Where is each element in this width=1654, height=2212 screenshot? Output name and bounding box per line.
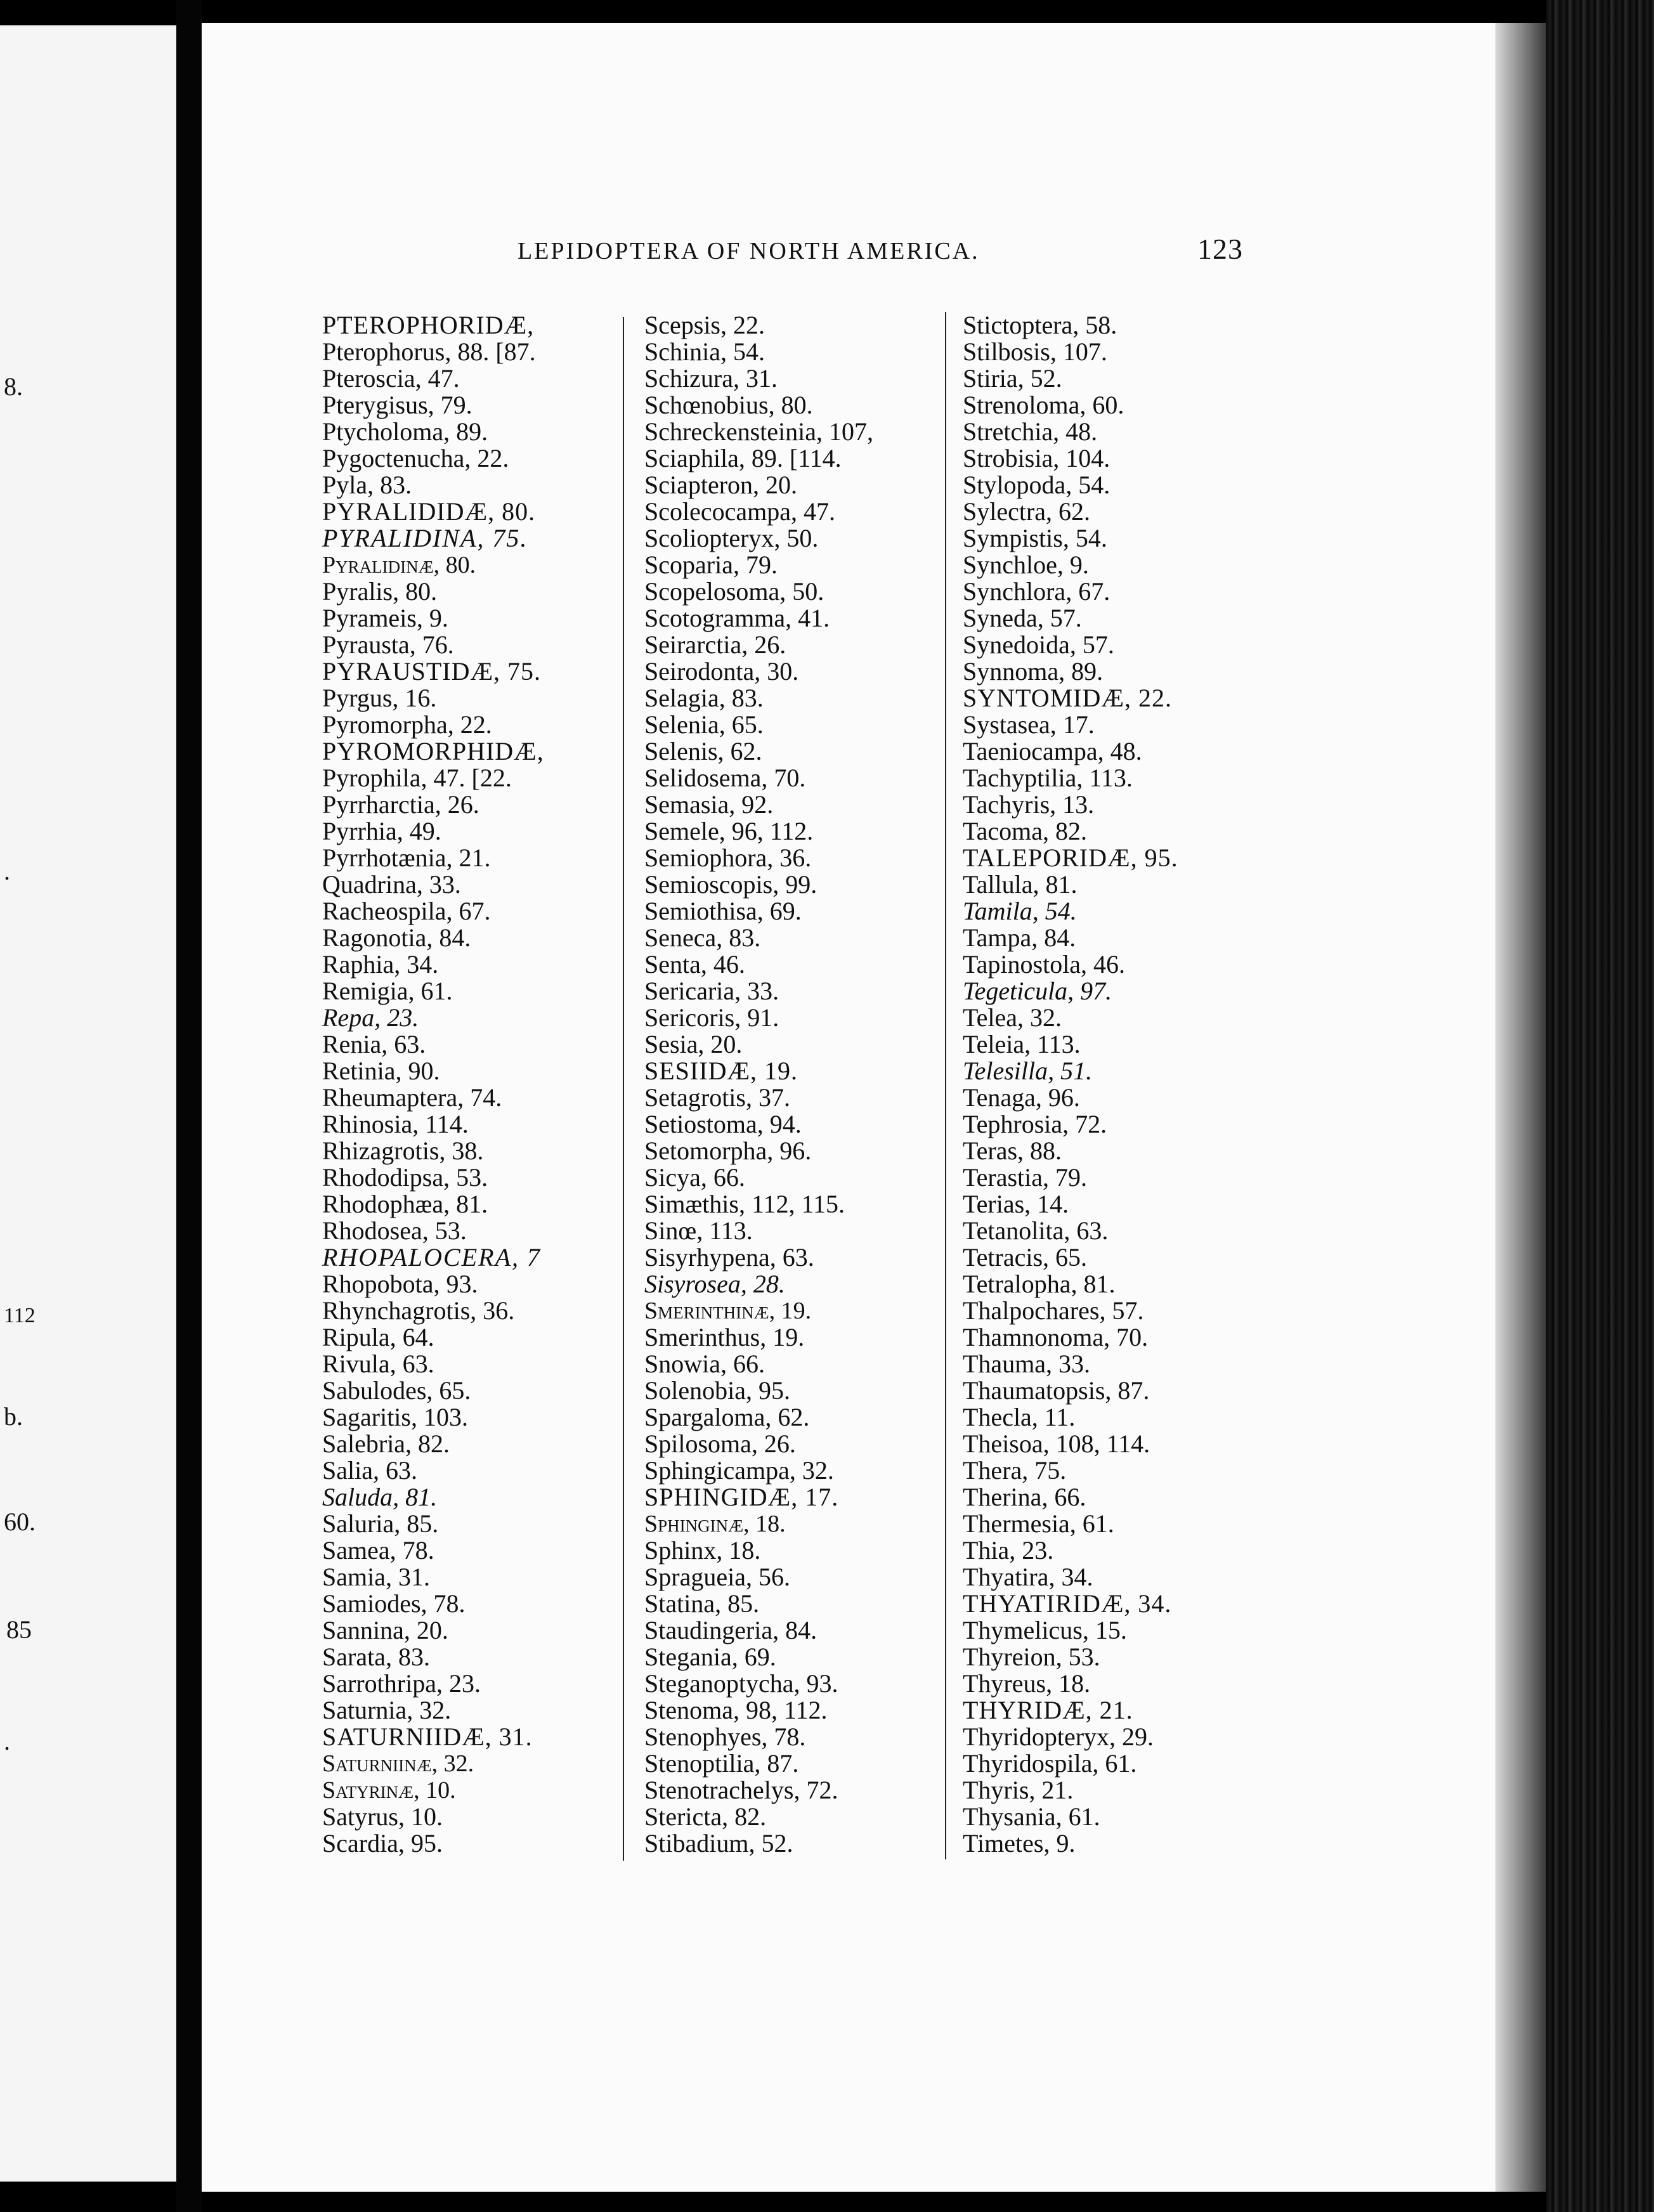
index-entry: Stiria, 52. (963, 364, 1062, 393)
index-entry: Sarata, 83. (322, 1643, 430, 1671)
index-entry: Pyrrharctia, 26. (322, 790, 479, 819)
index-entry: Pygoctenucha, 22. (322, 444, 509, 472)
index-entry: Racheospila, 67. (322, 897, 491, 925)
index-entry: Thyridospila, 61. (963, 1749, 1137, 1778)
index-entry: Tetracis, 65. (963, 1243, 1088, 1272)
index-entry: Stibadium, 52. (644, 1829, 793, 1857)
index-entry: Pyralis, 80. (322, 577, 438, 606)
index-entry: Sciapteron, 20. (644, 471, 798, 499)
index-entry: Seneca, 83. (644, 923, 761, 952)
index-entry: Thyridopteryx, 29. (963, 1722, 1154, 1751)
index-entry: Tapinostola, 46. (963, 950, 1126, 979)
index-entry: Strenoloma, 60. (963, 391, 1124, 419)
index-entry: Teras, 88. (963, 1136, 1062, 1165)
index-entry: Stenophyes, 78. (644, 1722, 806, 1751)
index-entry: Schreckensteinia, 107, (644, 417, 873, 446)
index-entry: Spilosoma, 26. (644, 1429, 796, 1458)
index-entry: Ripula, 64. (322, 1323, 434, 1351)
index-entry: Senta, 46. (644, 950, 745, 979)
index-entry: Rheumaptera, 74. (322, 1083, 502, 1112)
index-entry: RHOPALOCERA, 7 (322, 1243, 542, 1272)
index-entry: Tampa, 84. (963, 923, 1076, 952)
index-entry: Thecla, 11. (963, 1403, 1076, 1431)
index-entry: Thalpochares, 57. (963, 1296, 1144, 1325)
index-entry: Sisyrhypena, 63. (644, 1243, 814, 1272)
index-entry: SATURNIIDÆ, 31. (322, 1722, 533, 1751)
index-entry: Semiophora, 36. (644, 843, 812, 872)
index-entry: Samiodes, 78. (322, 1589, 466, 1618)
index-entry: Sicya, 66. (644, 1163, 745, 1192)
index-entry: Pterophorus, 88. [87. (322, 337, 536, 366)
index-entry: SESIIDÆ, 19. (644, 1057, 798, 1085)
index-entry: Pyrameis, 9. (322, 604, 448, 632)
index-entry: Thaumatopsis, 87. (963, 1376, 1150, 1405)
facing-page-fragment: 112 (4, 1304, 36, 1327)
index-entry: Sarrothripa, 23. (322, 1669, 481, 1698)
index-entry: Rhododipsa, 53. (322, 1163, 488, 1192)
index-entry: Retinia, 90. (322, 1057, 440, 1085)
index-entry: Spragueia, 56. (644, 1563, 790, 1591)
index-entry: Setomorpha, 96. (644, 1136, 812, 1165)
index-entry: PYROMORPHIDÆ, (322, 737, 544, 765)
index-entry: Stylopoda, 54. (963, 471, 1110, 499)
index-entry: Saluda, 81. (322, 1483, 438, 1511)
index-entry: Systasea, 17. (963, 710, 1095, 739)
index-entry: PTEROPHORIDÆ, (322, 311, 535, 339)
facing-page-fragment: . (4, 1727, 10, 1755)
index-entry: Stretchia, 48. (963, 417, 1098, 446)
index-entry: Synchloe, 9. (963, 550, 1089, 579)
index-entry: Rhodosea, 53. (322, 1216, 467, 1245)
index-entry: Selenis, 62. (644, 737, 762, 765)
index-entry: Seirarctia, 26. (644, 630, 786, 659)
index-entry: Thyreus, 18. (963, 1669, 1091, 1698)
index-entry: Ptycholoma, 89. (322, 417, 488, 446)
index-entry: Telesilla, 51. (963, 1057, 1093, 1085)
index-entry: Stenoma, 98, 112. (644, 1696, 828, 1724)
index-entry: Thauma, 33. (963, 1350, 1091, 1378)
index-entry: Semiothisa, 69. (644, 897, 802, 925)
index-entry: Sericoris, 91. (644, 1003, 779, 1032)
index-entry: Stericta, 82. (644, 1802, 767, 1831)
index-entry: SYNTOMIDÆ, 22. (963, 684, 1172, 712)
index-entry: Pyrrhia, 49. (322, 817, 441, 845)
index-entry: Taeniocampa, 48. (963, 737, 1142, 765)
index-entry: Semele, 96, 112. (644, 817, 814, 845)
index-entry: Terias, 14. (963, 1190, 1069, 1218)
index-entry: Scardia, 95. (322, 1829, 443, 1857)
index-entry: Selenia, 65. (644, 710, 764, 739)
index-entry: Sciaphila, 89. [114. (644, 444, 842, 472)
index-entry: Synchlora, 67. (963, 577, 1110, 606)
index-entry: PYRALIDINA, 75. (322, 524, 528, 552)
index-entry: Sinœ, 113. (644, 1216, 753, 1245)
index-entry: Samia, 31. (322, 1563, 430, 1591)
index-entry: Thymelicus, 15. (963, 1616, 1127, 1644)
index-entry: Thamnonoma, 70. (963, 1323, 1149, 1351)
index-entry: Tetralopha, 81. (963, 1270, 1116, 1298)
index-entry: Satyrus, 10. (322, 1802, 443, 1831)
index-entry: Pyralidinæ, 80. (322, 552, 476, 578)
index-entry: Thermesia, 61. (963, 1509, 1114, 1538)
index-entry: Schinia, 54. (644, 337, 765, 366)
column-rule (623, 317, 624, 1861)
index-entry: Smerinthinæ, 19. (644, 1298, 812, 1324)
index-column-1 (322, 312, 620, 1857)
index-entry: Scotogramma, 41. (644, 604, 830, 632)
index-entry: PYRAUSTIDÆ, 75. (322, 657, 542, 686)
index-entry: Stictoptera, 58. (963, 311, 1117, 339)
index-entry: Scolecocampa, 47. (644, 497, 835, 526)
index-entry: Satyrinæ, 10. (322, 1777, 456, 1804)
index-entry: Rhizagrotis, 38. (322, 1136, 484, 1165)
index-entry: Pteroscia, 47. (322, 364, 460, 393)
index-entry: Schœnobius, 80. (644, 391, 813, 419)
index-entry: Rhopobota, 93. (322, 1270, 478, 1298)
index-entry: Tacoma, 82. (963, 817, 1088, 845)
running-title: LEPIDOPTERA OF NORTH AMERICA. (518, 238, 980, 264)
facing-page-fragment: . (4, 857, 10, 885)
index-entry: Thysania, 61. (963, 1802, 1100, 1831)
index-entry: Pyla, 83. (322, 471, 412, 499)
index-entry: Syneda, 57. (963, 604, 1082, 632)
index-entry: Stegania, 69. (644, 1643, 776, 1671)
index-entry: Rivula, 63. (322, 1350, 434, 1378)
index-entry: Thyris, 21. (963, 1776, 1074, 1804)
index-entry: Pyrgus, 16. (322, 684, 437, 712)
index-entry: THYATIRIDÆ, 34. (963, 1589, 1172, 1618)
index-entry: Setagrotis, 37. (644, 1083, 790, 1112)
index-entry: Thera, 75. (963, 1456, 1067, 1485)
index-entry: Saturnia, 32. (322, 1696, 452, 1724)
index-entry: TALEPORIDÆ, 95. (963, 843, 1178, 872)
facing-page-fragment: 8. (4, 372, 23, 401)
index-entry: Tallula, 81. (963, 870, 1078, 899)
index-entry: Sisyrosea, 28. (644, 1270, 785, 1298)
index-entry: Ragonotia, 84. (322, 923, 471, 952)
index-entry: Sphingicampa, 32. (644, 1456, 834, 1485)
index-entry: Theisoa, 108, 114. (963, 1429, 1150, 1458)
index-entry: Sannina, 20. (322, 1616, 448, 1644)
index-entry: Stilbosis, 107. (963, 337, 1107, 366)
facing-page-fragment: 85 (6, 1615, 32, 1644)
index-entry: Semasia, 92. (644, 790, 774, 819)
index-entry: Smerinthus, 19. (644, 1323, 805, 1351)
index-entry: Schizura, 31. (644, 364, 778, 393)
book-spine (1546, 0, 1654, 2212)
index-entry: Salebria, 82. (322, 1429, 450, 1458)
index-entry: Salia, 63. (322, 1456, 417, 1485)
index-entry: Renia, 63. (322, 1030, 426, 1058)
index-entry: Pyromorpha, 22. (322, 710, 492, 739)
index-entry: Pyrrhotænia, 21. (322, 843, 491, 872)
index-entry: Spargaloma, 62. (644, 1403, 810, 1431)
index-entry: PYRALIDIDÆ, 80. (322, 497, 536, 526)
column-rule (945, 312, 946, 1859)
index-entry: Scoparia, 79. (644, 550, 778, 579)
index-entry: Pyrophila, 47. [22. (322, 764, 512, 792)
page-edge (1495, 23, 1546, 2192)
index-entry: Thyatira, 34. (963, 1563, 1093, 1591)
index-entry: Samea, 78. (322, 1536, 434, 1565)
index-entry: Sylectra, 62. (963, 497, 1091, 526)
index-entry: Simæthis, 112, 115. (644, 1190, 845, 1218)
index-entry: SPHINGIDÆ, 17. (644, 1483, 839, 1511)
index-entry: Statina, 85. (644, 1589, 760, 1618)
index-entry: Pterygisus, 79. (322, 391, 472, 419)
index-entry: Sesia, 20. (644, 1030, 743, 1058)
index-entry: Sagaritis, 103. (322, 1403, 468, 1431)
index-entry: Synedoida, 57. (963, 630, 1114, 659)
index-column-2 (644, 312, 942, 1857)
index-column-3 (963, 312, 1261, 1857)
index-entry: Tegeticula, 97. (963, 977, 1112, 1005)
index-entry: Scepsis, 22. (644, 311, 765, 339)
index-entry: Therina, 66. (963, 1483, 1086, 1511)
index-entry: Tetanolita, 63. (963, 1216, 1109, 1245)
index-entry: Saluria, 85. (322, 1509, 439, 1538)
index-entry: Synnoma, 89. (963, 657, 1104, 686)
index-entry: Semioscopis, 99. (644, 870, 817, 899)
index-entry: Rhinosia, 114. (322, 1110, 469, 1138)
index-entry: Sympistis, 54. (963, 524, 1107, 552)
index-entry: Sphinx, 18. (644, 1536, 761, 1565)
facing-page-fragment: b. (4, 1402, 23, 1431)
index-entry: Timetes, 9. (963, 1829, 1076, 1857)
index-entry: Stenoptilia, 87. (644, 1749, 799, 1778)
index-entry: Tachyris, 13. (963, 790, 1095, 819)
index-entry: Raphia, 34. (322, 950, 439, 979)
index-entry: Scoliopteryx, 50. (644, 524, 819, 552)
index-entry: Snowia, 66. (644, 1350, 765, 1378)
index-entry: Steganoptycha, 93. (644, 1669, 838, 1698)
index-entry: Sabulodes, 65. (322, 1376, 471, 1405)
index-entry: Saturniinæ, 32. (322, 1750, 474, 1777)
index-entry: Teleia, 113. (963, 1030, 1081, 1058)
book-gutter (176, 0, 202, 2212)
index-entry: Scopelosoma, 50. (644, 577, 824, 606)
index-entry: Tenaga, 96. (963, 1083, 1080, 1112)
index-entry: THYRIDÆ, 21. (963, 1696, 1133, 1724)
index-entry: Telea, 32. (963, 1003, 1062, 1032)
index-entry: Selagia, 83. (644, 684, 764, 712)
index-entry: Strobisia, 104. (963, 444, 1110, 472)
index-entry: Thia, 23. (963, 1536, 1054, 1565)
index-entry: Pyrausta, 76. (322, 630, 454, 659)
index-entry: Remigia, 61. (322, 977, 453, 1005)
index-entry: Sericaria, 33. (644, 977, 779, 1005)
index-entry: Rhodophæa, 81. (322, 1190, 488, 1218)
index-entry: Rhynchagrotis, 36. (322, 1296, 515, 1325)
page-number: 123 (1197, 233, 1243, 265)
facing-page-fragment: 60. (4, 1507, 36, 1536)
index-entry: Solenobia, 95. (644, 1376, 790, 1405)
index-entry: Terastia, 79. (963, 1163, 1088, 1192)
index-entry: Tamila, 54. (963, 897, 1077, 925)
index-entry: Setiostoma, 94. (644, 1110, 802, 1138)
index-entry: Seirodonta, 30. (644, 657, 799, 686)
index-entry: Quadrina, 33. (322, 870, 461, 899)
index-entry: Tachyptilia, 113. (963, 764, 1133, 792)
index-entry: Selidosema, 70. (644, 764, 806, 792)
index-entry: Thyreion, 53. (963, 1643, 1100, 1671)
facing-page-edge (0, 25, 176, 2182)
index-entry: Stenotrachelys, 72. (644, 1776, 838, 1804)
index-entry: Sphinginæ, 18. (644, 1511, 786, 1537)
index-entry: Staudingeria, 84. (644, 1616, 817, 1644)
index-entry: Repa, 23. (322, 1003, 419, 1032)
index-entry: Tephrosia, 72. (963, 1110, 1107, 1138)
